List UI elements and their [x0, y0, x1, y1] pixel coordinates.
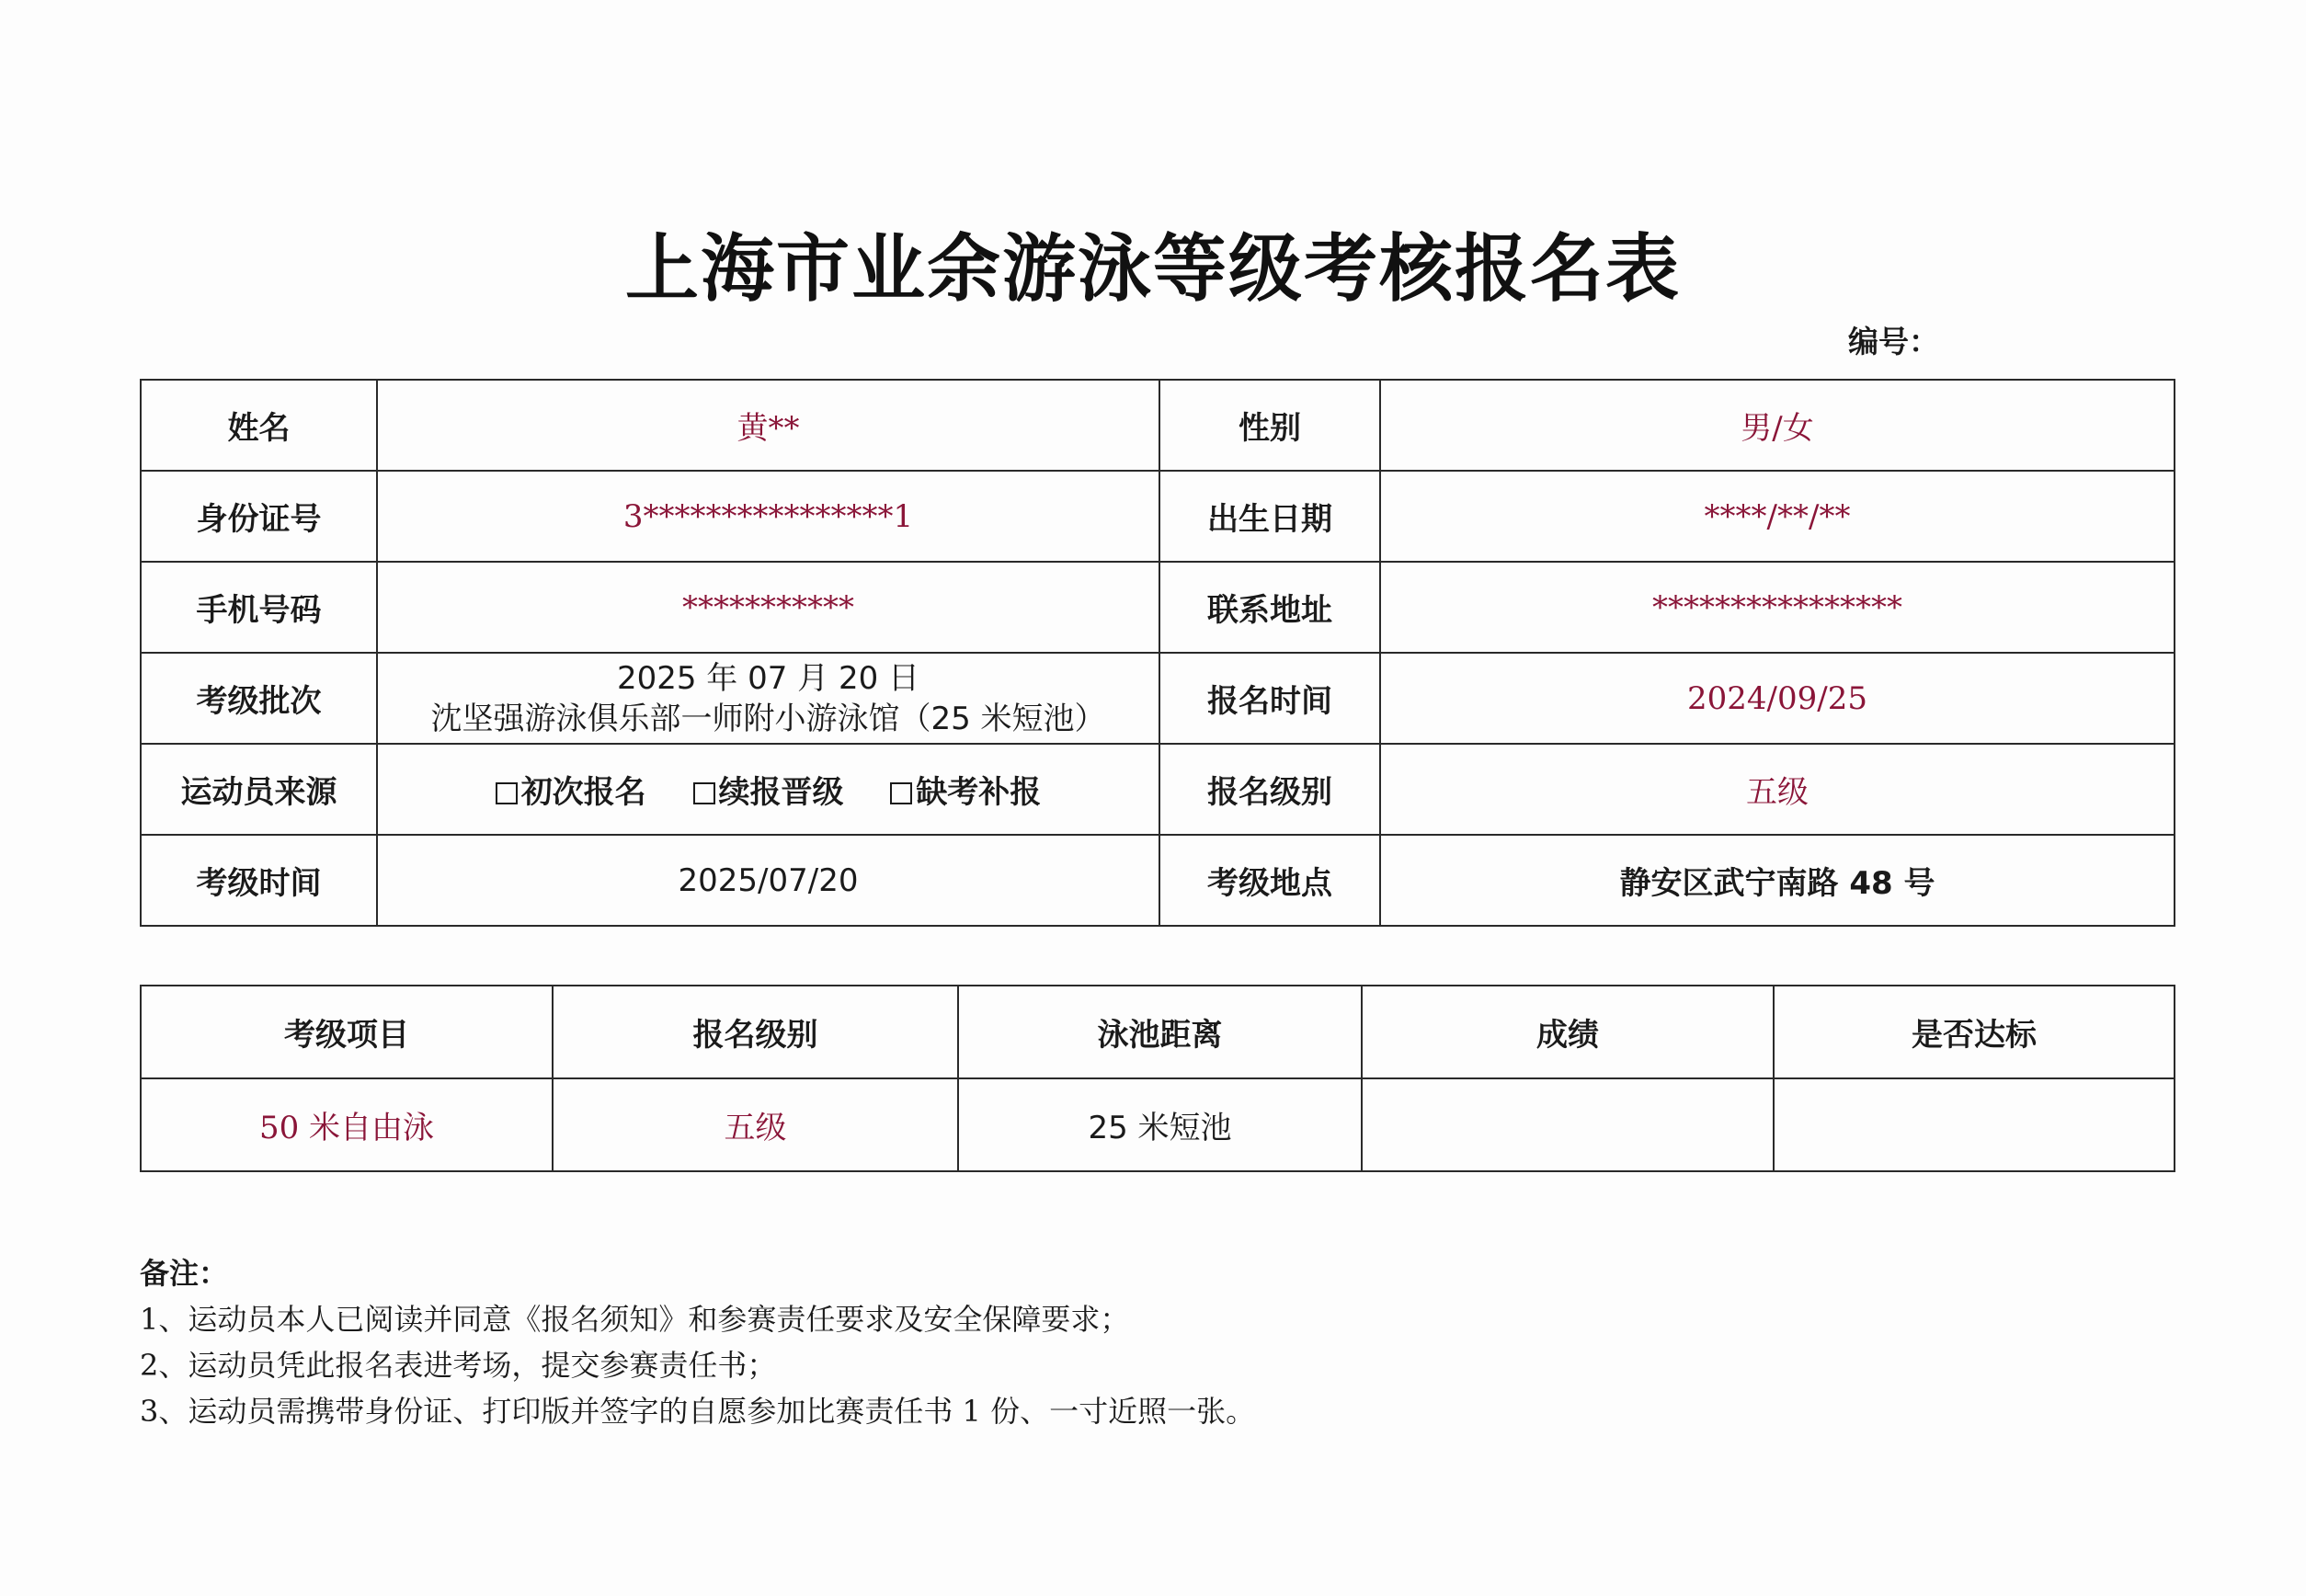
column-header: 泳池距离 — [958, 986, 1362, 1078]
signup-level-field[interactable]: 五级 — [1380, 744, 2175, 835]
exam-level-cell[interactable]: 五级 — [553, 1078, 958, 1171]
column-header: 考级项目 — [141, 986, 553, 1078]
phone-field[interactable]: *********** — [377, 562, 1159, 653]
exam-place-field[interactable]: 静安区武宁南路 48 号 — [1380, 835, 2175, 926]
exam-items-table — [140, 985, 2175, 1172]
table-row — [141, 380, 2175, 471]
athlete-source-options — [377, 744, 1159, 835]
serial-number-label: 编号： — [1848, 324, 1939, 359]
remark-item: 1、运动员本人已阅读并同意《报名须知》和参赛责任要求及安全保障要求； — [140, 1302, 1130, 1337]
checkbox-icon[interactable] — [693, 782, 715, 804]
phone-label: 手机号码 — [141, 562, 377, 653]
id-number-field[interactable]: 3****************1 — [377, 471, 1159, 562]
signup-time-label: 报名时间 — [1159, 653, 1380, 744]
signup-level-label: 报名级别 — [1159, 744, 1380, 835]
exam-time-field[interactable]: 2025/07/20 — [377, 835, 1159, 926]
exam-place-label: 考级地点 — [1159, 835, 1380, 926]
pass-status-cell[interactable] — [1774, 1078, 2175, 1171]
exam-batch-label: 考级批次 — [141, 653, 377, 744]
column-header: 是否达标 — [1774, 986, 2175, 1078]
table-row — [141, 1078, 2175, 1171]
id-number-label: 身份证号 — [141, 471, 377, 562]
remarks-title: 备注： — [140, 1256, 229, 1291]
address-label: 联系地址 — [1159, 562, 1380, 653]
exam-batch-date: 2025 年 07 月 20 日 — [616, 659, 920, 697]
exam-batch-venue: 沈坚强游泳俱乐部一师附小游泳馆（25 米短池） — [430, 700, 1106, 737]
table-header-row — [141, 986, 2175, 1078]
athlete-source-label: 运动员来源 — [141, 744, 377, 835]
table-row — [141, 835, 2175, 926]
column-header: 报名级别 — [553, 986, 958, 1078]
birth-date-label: 出生日期 — [1159, 471, 1380, 562]
form-title: 上海市业余游泳等级考核报名表 — [625, 226, 1681, 312]
exam-time-label: 考级时间 — [141, 835, 377, 926]
birth-date-field[interactable]: ****/**/** — [1380, 471, 2175, 562]
table-row — [141, 471, 2175, 562]
column-header: 成绩 — [1362, 986, 1774, 1078]
remark-item: 3、运动员需携带身份证、打印版并签字的自愿参加比赛责任书 1 份、一寸近照一张。 — [140, 1394, 1256, 1429]
address-field[interactable]: **************** — [1380, 562, 2175, 653]
source-option-label: 续报晋级 — [718, 774, 844, 811]
table-row — [141, 744, 2175, 835]
checkbox-icon[interactable] — [496, 782, 518, 804]
signup-time-field[interactable]: 2024/09/25 — [1380, 653, 2175, 744]
gender-label: 性别 — [1159, 380, 1380, 471]
exam-batch-field[interactable] — [377, 653, 1159, 744]
remark-item: 2、运动员凭此报名表进考场，提交参赛责任书； — [140, 1348, 777, 1383]
registration-info-table — [140, 379, 2175, 927]
source-option-makeup[interactable] — [890, 767, 1041, 812]
pool-distance-cell[interactable]: 25 米短池 — [958, 1078, 1362, 1171]
source-option-renewal[interactable] — [693, 767, 844, 812]
source-option-label: 缺考补报 — [916, 774, 1042, 811]
name-field[interactable]: 黄** — [377, 380, 1159, 471]
table-row — [141, 562, 2175, 653]
remarks-section — [140, 1250, 1255, 1434]
exam-item-cell[interactable]: 50 米自由泳 — [141, 1078, 553, 1171]
score-cell[interactable] — [1362, 1078, 1774, 1171]
gender-field[interactable]: 男/女 — [1380, 380, 2175, 471]
table-row — [141, 653, 2175, 744]
source-option-label: 初次报名 — [520, 774, 646, 811]
checkbox-icon[interactable] — [890, 782, 912, 804]
name-label: 姓名 — [141, 380, 377, 471]
source-option-first[interactable] — [496, 767, 646, 812]
